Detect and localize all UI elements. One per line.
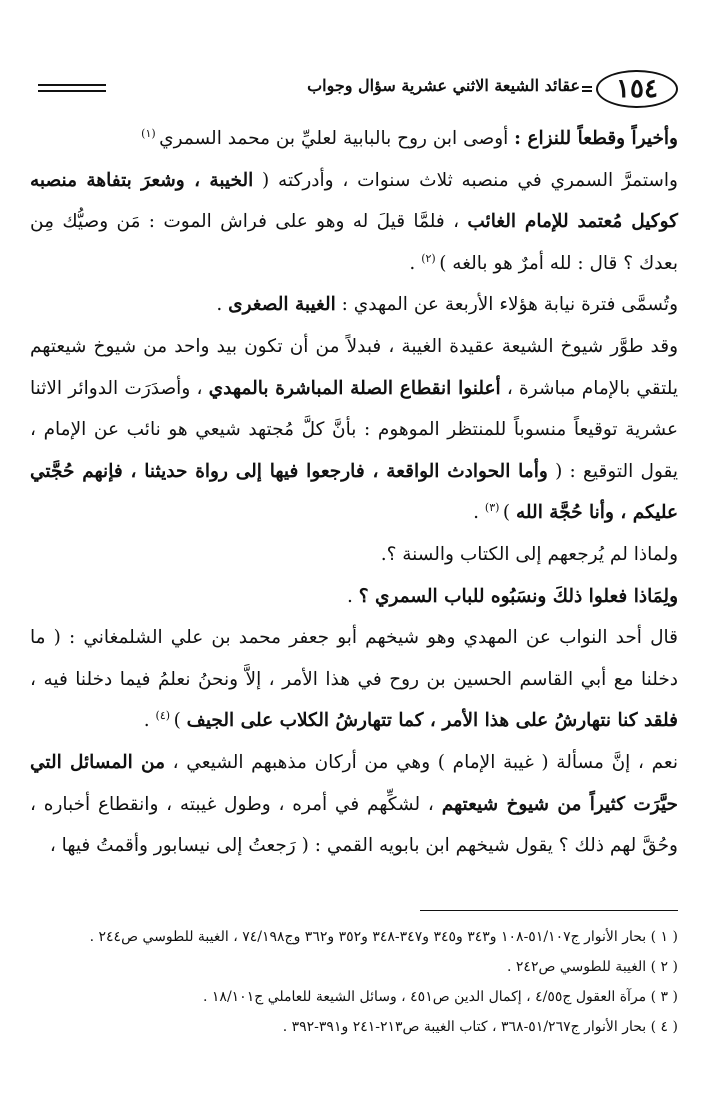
bold-phrase: فلقد كنا نتهارشُ على هذا الأمر ، كما تتهارشُ الكلاب على الجيف — [186, 710, 678, 732]
paragraph-3 — [30, 284, 678, 326]
footnote-2: ( ٢ ) الغيبة للطوسي ص٢٤٢ . — [507, 959, 678, 975]
footnote-3: ( ٣ ) مرآة العقول ج٤/٥٥ ، إكمال الدين ص٤٥١ ، وسائل الشيعة للعاملي ج١٨/١٠١ . — [203, 989, 678, 1005]
body-text — [30, 118, 678, 867]
page-header — [30, 68, 678, 112]
paragraph-text: قال أحد النواب عن المهدي وهو شيخهم أبو جعفر محمد بن علي الشلمغاني : ( ما دخلنا مع أبي القاسم الحسين بن روح في هذا الأمر ، إلاَّ ونحنُ نعلمُ فيما دخلنا فيه ، — [30, 627, 678, 690]
paragraph-text: . — [143, 710, 156, 732]
bold-phrase: وأما الحوادث الواقعة ، فارجعوا فيها إلى رواة حديثنا ، فإنهم حُجَّتي عليكم ، وأنا حُجَّة الله — [30, 460, 678, 524]
paragraph-text: ) — [502, 502, 517, 524]
paragraph-text: ، فلمَّا قيلَ له وهو على فراش الموت : مَن وصيُّك مِن بعدك ؟ قال : لله أمرٌ هو بالغه ) — [30, 211, 678, 274]
paragraph-8 — [30, 742, 678, 867]
paragraph-text: ، وأصدَرَت الدوائر الاثنا عشرية توقيعاً منسوباً للمنتظر الموهوم : بأنَّ كلَّ مُجتهد شيعي هو نائب عن الإمام ، يقول التوقيع : ( — [30, 377, 679, 482]
paragraph-text: . — [409, 252, 422, 274]
footnote-ref: (٢) — [421, 251, 440, 265]
footnote-4: ( ٤ ) بحار الأنوار ج٥١/٢٦٧-٣٦٨ ، كتاب الغيبة ص٢١٣-٢٤١ و٣٩١-٣٩٢ . — [282, 1019, 678, 1035]
paragraph-text: أوصى ابن روح بالبابية لعليِّ بن محمد السمري — [159, 128, 515, 149]
paragraph-text: ولماذا لم يُرجعهم إلى الكتاب والسنة ؟. — [380, 543, 678, 565]
paragraph-1 — [30, 118, 678, 160]
paragraph-5 — [30, 534, 678, 576]
bold-phrase: من المسائل التي حيَّرَت كثيراً من شيوخ شيعتهم — [30, 751, 678, 815]
running-title: عقائد الشيعة الاثني عشرية سؤال وجواب — [307, 76, 580, 95]
footnote-ref: (٣) — [484, 501, 503, 515]
paragraph-2 — [30, 160, 678, 285]
bold-phrase: الغيبة الصغرى — [228, 294, 336, 316]
footnote-ref: (١) — [141, 126, 160, 140]
footnote-ref: (٤) — [155, 709, 174, 723]
paragraph-7 — [30, 617, 678, 742]
paragraph-text: وتُسمَّى فترة نيابة هؤلاء الأربعة عن المهدي : — [335, 294, 678, 316]
header-rule-right — [582, 86, 592, 92]
page-number: ١٥٤ — [596, 70, 678, 108]
paragraph-text: . — [216, 294, 229, 316]
footnote-1: ( ١ ) بحار الأنوار ج٥١/١٠٧-١٠٨ و٣٤٣ و٣٤٥ و٣٤٧-٣٤٨ و٣٥٢ و٣٦٢ وج٧٤/١٩٨ ، الغيبة للطوسي ص٢٤٤ . — [89, 929, 678, 945]
paragraph-text: واستمرَّ السمري في منصبه ثلاث سنوات ، وأدركته ( — [253, 169, 678, 191]
bold-phrase: الخيبة ، وشعرَ بتفاهة منصبه كوكيل مُعتمد للإمام الغائب — [30, 169, 678, 233]
header-rule-left — [38, 84, 106, 92]
bold-phrase: وأخيراً وقطعاً للنزاع : — [514, 128, 678, 149]
paragraph-text: نعم ، إنَّ مسألة ( غيبة الإمام ) وهي من أركان مذهبهم الشيعي ، — [164, 751, 678, 773]
paragraph-text: . — [473, 502, 485, 524]
paragraph-text: ، لشكِّهم في أمره ، وطول غيبته ، وانقطاع أخباره ، وحُقَّ لهم ذلك ؟ يقول شيخهم ابن بابويه القمي : ( رَجعتُ إلى نيسابور وأقمتُ فيها ، — [30, 793, 678, 857]
footnote-separator — [420, 910, 678, 911]
paragraph-6 — [30, 576, 678, 618]
bold-phrase: ولِمَاذا فعلوا ذلكَ ونسَبُوه للباب السمري ؟ — [358, 585, 678, 607]
paragraph-text: وقد طوَّر شيوخ الشيعة عقيدة الغيبة ، فبدلاً من أن تكون بيد واحد من شيوخ شيعتهم يلتقي بالإمام مباشرة ، — [30, 335, 678, 399]
paragraph-text: ) — [173, 710, 187, 732]
paragraph-text: . — [346, 585, 359, 607]
paragraph-4 — [30, 326, 678, 534]
footnotes — [28, 922, 678, 1042]
bold-phrase: أعلنوا انقطاع الصلة المباشرة بالمهدي — [208, 377, 501, 399]
